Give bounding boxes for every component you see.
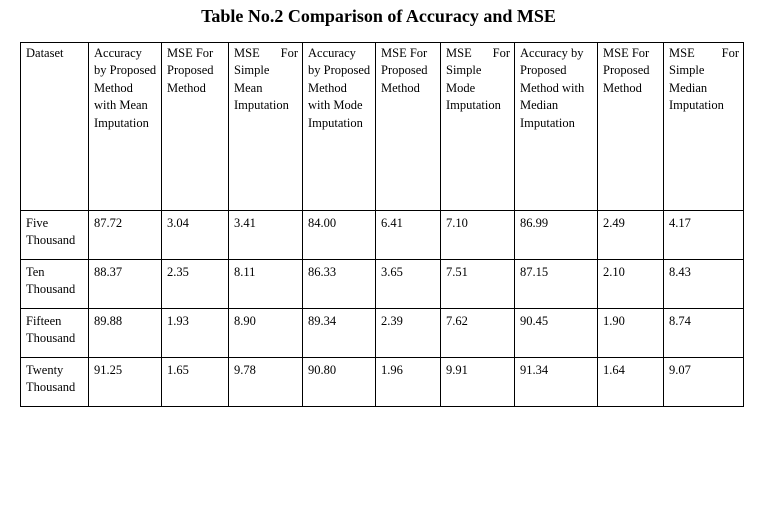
dataset-cell: Five Thousand: [21, 211, 89, 260]
dataset-cell: Twenty Thousand: [21, 358, 89, 407]
value-cell: 91.25: [89, 358, 162, 407]
table-title: Table No.2 Comparison of Accuracy and MSE: [201, 6, 556, 26]
header-mse-simple-mode: MSE For Simple Mode Imputation: [441, 43, 515, 211]
value-cell: 1.93: [162, 309, 229, 358]
header-mse-proposed-mode: MSE For Proposed Method: [376, 43, 441, 211]
value-cell: 7.51: [441, 260, 515, 309]
value-cell: 1.90: [598, 309, 664, 358]
value-cell: 8.43: [664, 260, 744, 309]
value-cell: 9.91: [441, 358, 515, 407]
value-cell: 2.10: [598, 260, 664, 309]
value-cell: 3.04: [162, 211, 229, 260]
value-cell: 3.41: [229, 211, 303, 260]
table-row: [21, 211, 744, 260]
dataset-cell: Fifteen Thousand: [21, 309, 89, 358]
value-cell: 89.34: [303, 309, 376, 358]
value-cell: 89.88: [89, 309, 162, 358]
header-mse-simple-median: MSE For Simple Median Imputation: [664, 43, 744, 211]
value-cell: 6.41: [376, 211, 441, 260]
value-cell: 86.33: [303, 260, 376, 309]
table-row: [21, 358, 744, 407]
header-dataset: Dataset: [21, 43, 89, 211]
table-row: [21, 260, 744, 309]
value-cell: 90.45: [515, 309, 598, 358]
header-mse-simple-mean: MSE For Simple Mean Imputation: [229, 43, 303, 211]
value-cell: 2.35: [162, 260, 229, 309]
value-cell: 8.11: [229, 260, 303, 309]
value-cell: 8.74: [664, 309, 744, 358]
header-accuracy-mode: Accuracy by Proposed Method with Mode Imputation: [303, 43, 376, 211]
value-cell: 1.65: [162, 358, 229, 407]
header-accuracy-mean: Accuracy by Proposed Method with Mean Imputation: [89, 43, 162, 211]
header-mse-proposed-median: MSE For Proposed Method: [598, 43, 664, 211]
value-cell: 3.65: [376, 260, 441, 309]
value-cell: 4.17: [664, 211, 744, 260]
value-cell: 8.90: [229, 309, 303, 358]
value-cell: 7.10: [441, 211, 515, 260]
value-cell: 86.99: [515, 211, 598, 260]
header-mse-proposed-mean: MSE For Proposed Method: [162, 43, 229, 211]
value-cell: 9.78: [229, 358, 303, 407]
value-cell: 87.15: [515, 260, 598, 309]
value-cell: 9.07: [664, 358, 744, 407]
dataset-cell: Ten Thousand: [21, 260, 89, 309]
value-cell: 2.39: [376, 309, 441, 358]
value-cell: 87.72: [89, 211, 162, 260]
value-cell: 91.34: [515, 358, 598, 407]
value-cell: 1.64: [598, 358, 664, 407]
value-cell: 90.80: [303, 358, 376, 407]
value-cell: 7.62: [441, 309, 515, 358]
value-cell: 84.00: [303, 211, 376, 260]
value-cell: 88.37: [89, 260, 162, 309]
comparison-table: [20, 42, 744, 407]
header-row: [21, 43, 744, 211]
value-cell: 2.49: [598, 211, 664, 260]
table-row: [21, 309, 744, 358]
header-accuracy-median: Accuracy by Proposed Method with Median Imputation: [515, 43, 598, 211]
value-cell: 1.96: [376, 358, 441, 407]
